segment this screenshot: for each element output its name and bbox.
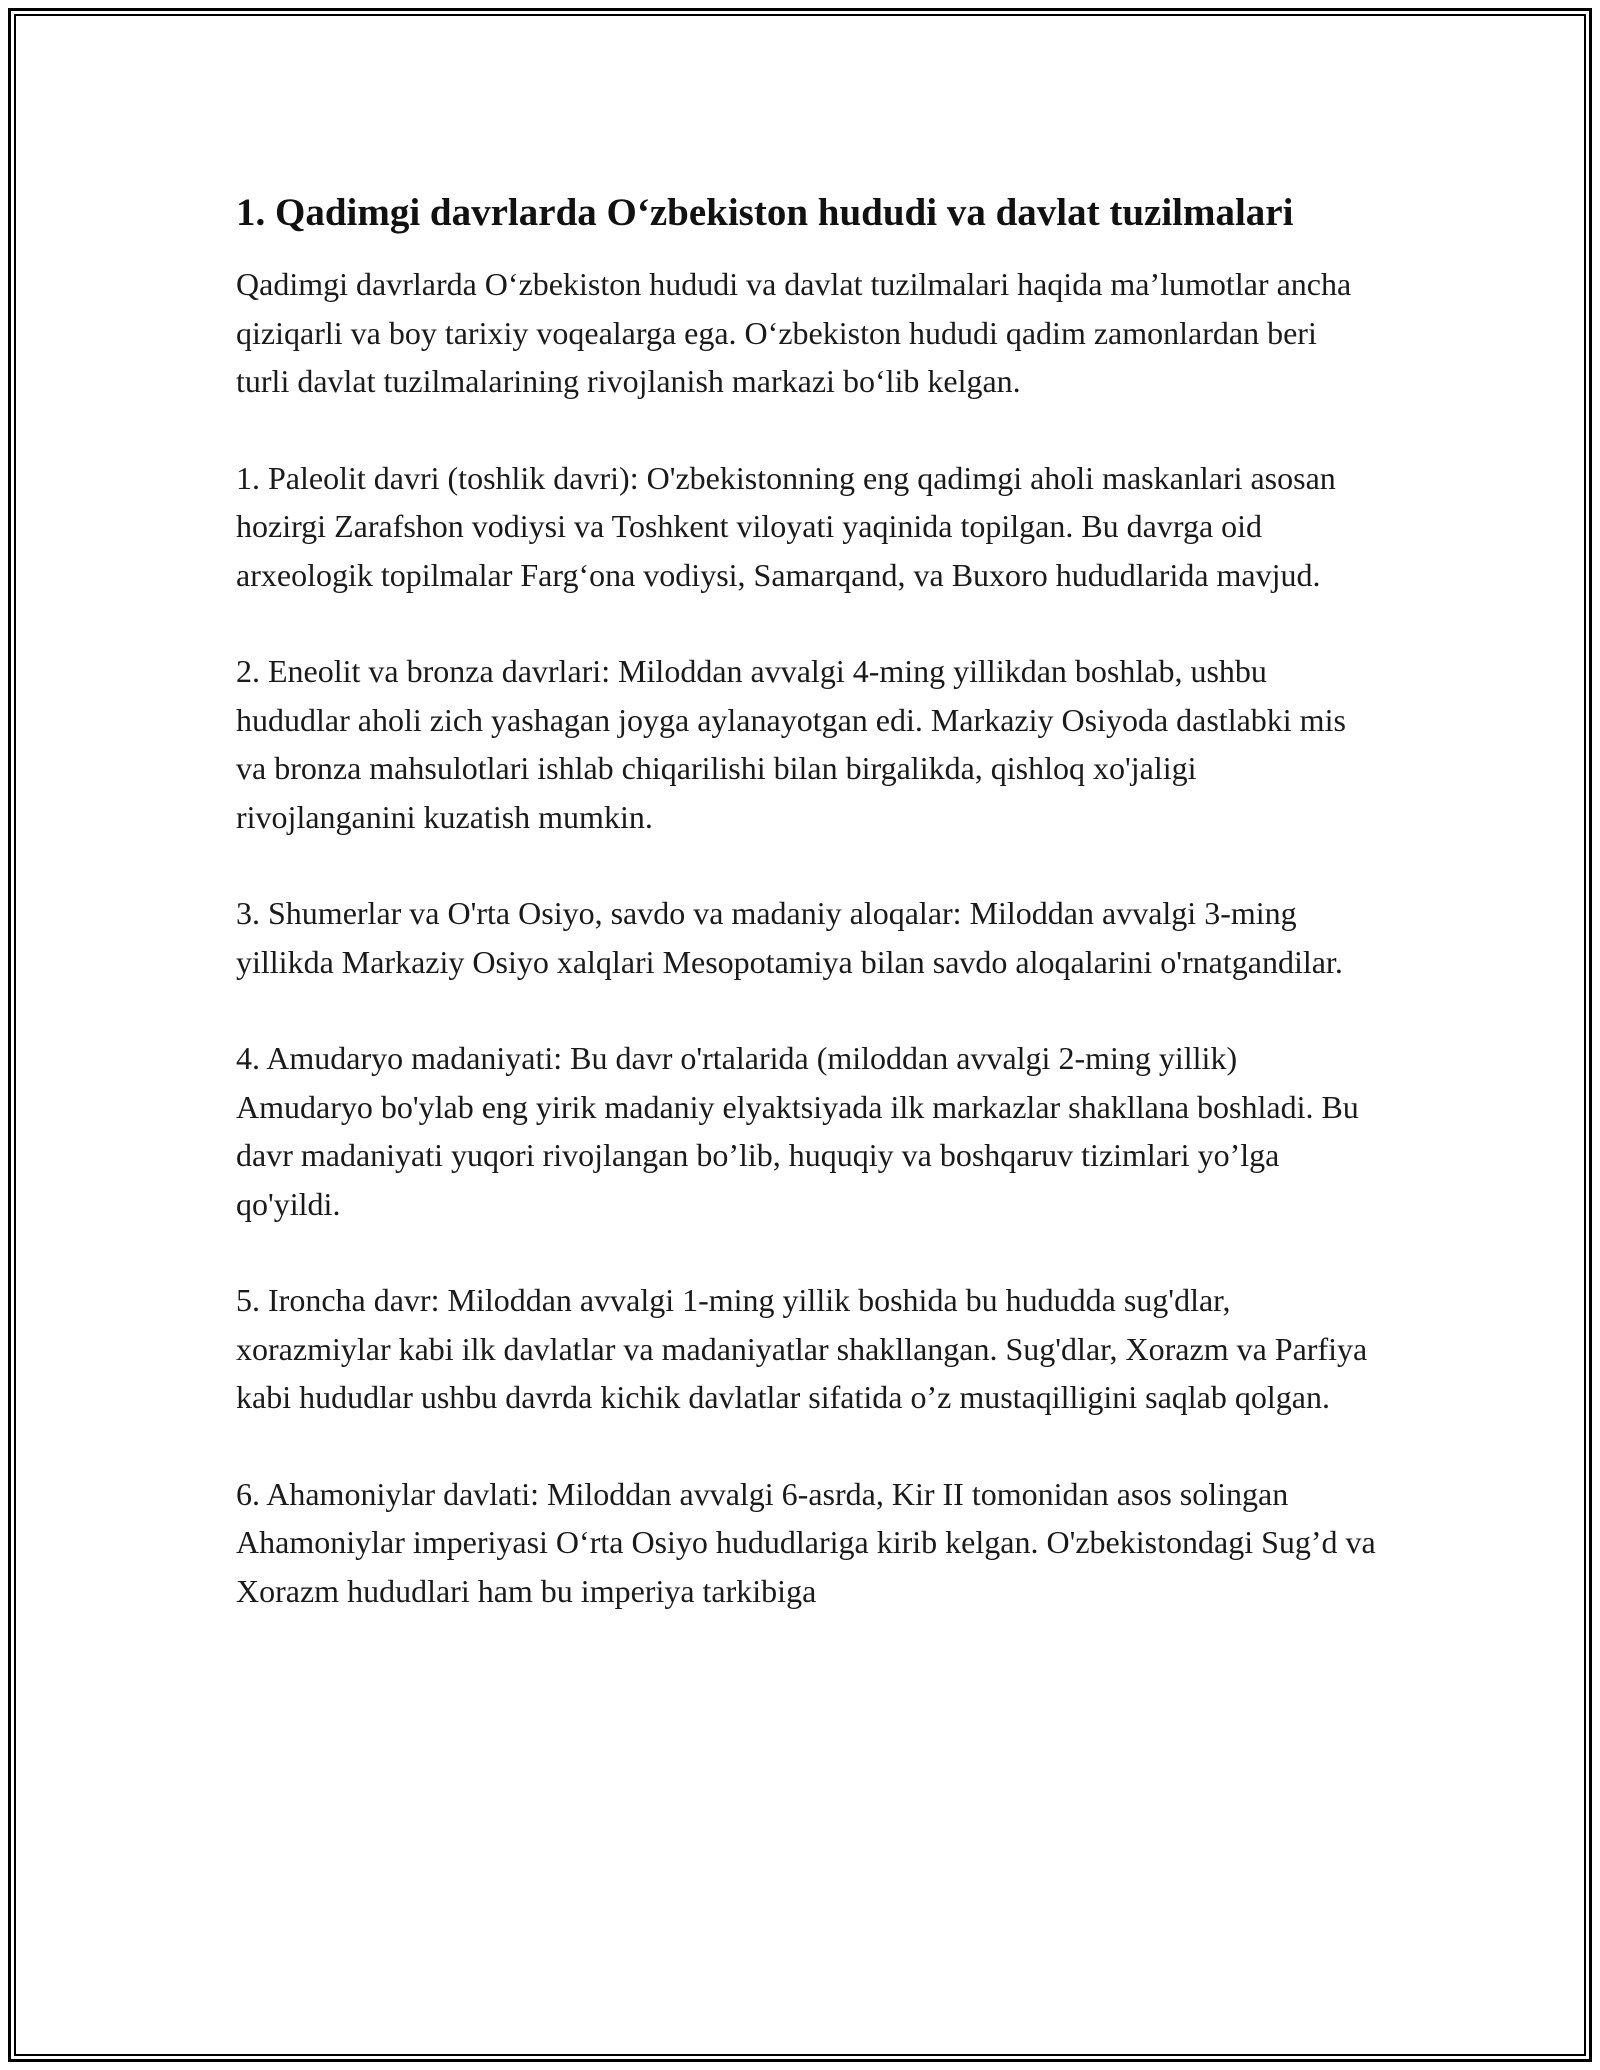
intro-paragraph: Qadimgi davrlarda O‘zbekiston hududi va davlat tuzilmalari haqida ma’lumotlar ancha qiziqarli va boy tarixiy voqealarga ega. O‘zbekiston hududi qadim zamonlardan beri turli davlat tuzilmalarining rivojlanish markazi bo‘lib kelgan.: [236, 266, 1352, 399]
paragraph-amudaryo: 4. Amudaryo madaniyati: Bu davr o'rtalarida (miloddan avvalgi 2-ming yillik) Amudaryo bo'ylab eng yirik madaniy elyaktsiyada ilk markazlar shakllana boshladi. Bu davr madaniyati yuqori rivojlangan bo’lib, huquqiy va boshqaruv tizimlari yo’lga qo'yildi.: [236, 1040, 1359, 1222]
document-title: 1. Qadimgi davrlarda O‘zbekiston hududi va davlat tuzilmalari: [236, 191, 1294, 234]
paragraph-eneolit-bronza: 2. Eneolit va bronza davrlari: Miloddan avvalgi 4-ming yillikdan boshlab, ushbu hududlar aholi zich yashagan joyga aylanayotgan edi. Markaziy Osiyoda dastlabki mis va bronza mahsulotlari ishlab chiqarilishi bilan birgalikda, qishloq xo'jaligi rivojlanganini kuzatish mumkin.: [236, 653, 1346, 835]
paragraph-paleolit: 1. Paleolit davri (toshlik davri): O'zbekistonning eng qadimgi aholi maskanlari asosan hozirgi Zarafshon vodiysi va Toshkent viloyati yaqinida topilgan. Bu davrga oid arxeologik topilmalar Farg‘ona vodiysi, Samarqand, va Buxoro hududlarida mavjud.: [236, 459, 1336, 593]
paragraph-shumerlar: 3. Shumerlar va O'rta Osiyo, savdo va madaniy aloqalar: Miloddan avvalgi 3-ming yillikda Markaziy Osiyo xalqlari Mesopotamiya bilan savdo aloqalarini o'rnatgandilar.: [236, 895, 1343, 980]
document-body: [236, 186, 1376, 1615]
paragraph-ahamoniylar: 6. Ahamoniylar davlati: Miloddan avvalgi 6-asrda, Kir II tomonidan asos solingan Ahamoniylar imperiyasi O‘rta Osiyo hududlariga kirib kelgan. O'zbekistondagi Sug’d va Xorazm hududlari ham bu imperiya tarkibiga: [236, 1475, 1376, 1609]
paragraph-ironcha: 5. Ironcha davr: Miloddan avvalgi 1-ming yillik boshida bu hududda sug'dlar, xorazmiylar kabi ilk davlatlar va madaniyatlar shakllangan. Sug'dlar, Xorazm va Parfiya kabi hududlar ushbu davrda kichik davlatlar sifatida o’z mustaqilligini saqlab qolgan.: [236, 1282, 1368, 1415]
